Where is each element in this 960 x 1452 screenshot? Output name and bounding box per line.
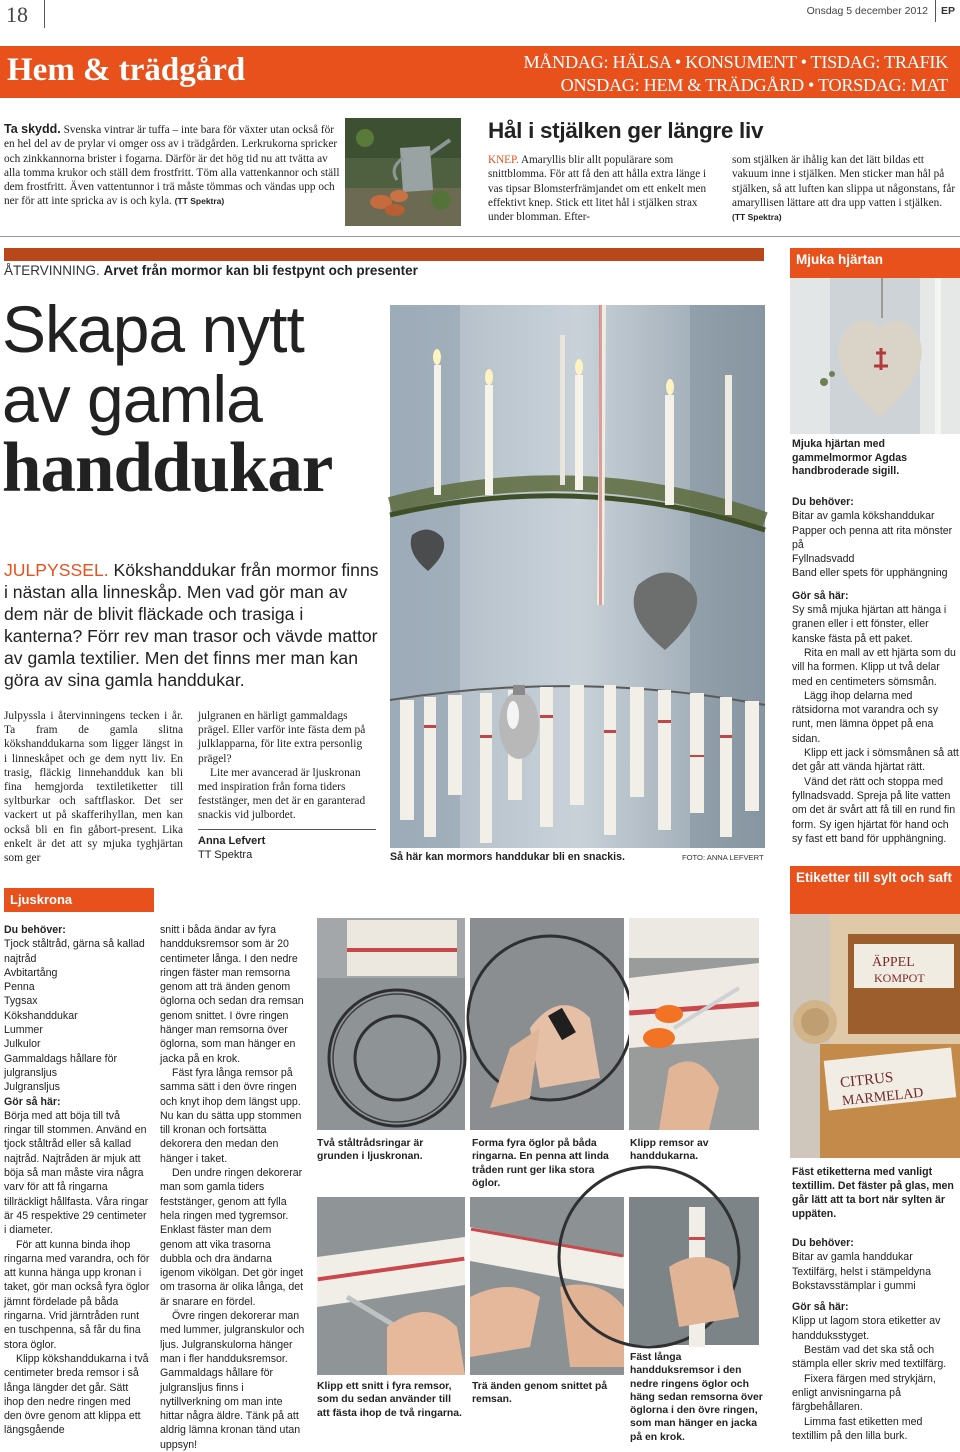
headline-line-1: Skapa nytt xyxy=(2,292,304,366)
body-col-1: Julpyssla i återvinningens tecken i år. Ta fram de gamla slitna kökshanddukarna som ligger längst in i linneskåpet och ge dem nytt liv. En trasig, fläckig linnehandduk kan bli fina hemgjorda textiletiketter till syltburkar och saftflaskor. Det ser vackert ut på skafferihyllan, men kan också bli en fin gåbort-present. Lika enkelt är det att sy mjuka tyghjärtan som ger xyxy=(4,710,183,865)
labels-step-4: Limma fast etiketten med textillim på den lilla burk. xyxy=(792,1415,923,1442)
chandelier-step-4: snitt i båda ändar av fyra handduksremsor som är 20 centimeter långa. I den nedre ringen fäster man remsorna genom att trä änden genom öglorna och sedan dra remsan genom snittet. I övre ringen hänger man remsorna över öglorna, som man hänger en jacka på en krok. xyxy=(160,924,304,1065)
step-photo-rings xyxy=(317,918,465,1130)
hearts-need-3: Fyllnadsvadd xyxy=(792,553,855,566)
step-photo-slit xyxy=(317,1197,465,1375)
chandelier-need-8: Gammaldags hållare för julgransljus xyxy=(4,1052,118,1079)
hearts-step-2: Rita en mall av ett hjärta som du vill ha formen. Klipp ut två delar med en centimeters sömsmån. xyxy=(792,646,956,688)
brief-left-credit: (TT Spektra) xyxy=(174,196,225,207)
main-photo-credit: FOTO: ANNA LEFVERT xyxy=(682,853,764,862)
byline-name: Anna Lefvert xyxy=(198,834,266,847)
chandelier-photo xyxy=(390,305,765,848)
jar-label-2: KOMPOT xyxy=(874,971,925,985)
labels-need-3: Bokstavsstämplar i gummi xyxy=(792,1279,916,1292)
hearts-need-1: Bitar av gamla kökshanddukar xyxy=(792,510,935,523)
labels-step-2: Bestäm vad det ska stå och stämpla eller skriv med textilfärg. xyxy=(792,1344,947,1371)
chandelier-step-7: Övre ringen dekorerar man med lummer, julgranskulor och ljus. Julgranskulorna hänger man i fler handduksremsor. Gammaldags hållare för julgransljus finns i nytillverkning om man inte hittar några äldre. Tänk på att aldrig lämna kronan tänd utan uppsyn! xyxy=(160,1310,305,1451)
main-photo-caption: Så här kan mormors handdukar bli en snackis. xyxy=(390,851,625,863)
hearts-instructions xyxy=(792,495,959,846)
byline-org: TT Spektra xyxy=(198,848,253,861)
body-col-2 xyxy=(198,709,380,862)
chandelier-col-1 xyxy=(4,923,150,1438)
hearts-step-5: Vänd det rätt och stoppa med fyllnadsvadd. Spreja på lite vatten om det är svårt att få till en rund fin form. Sy igen hjärtat för hand och sy fast ett band för upphängning. xyxy=(792,775,956,845)
chandelier-need-9: Julgransljus xyxy=(4,1081,60,1094)
main-kicker xyxy=(4,263,418,278)
schedule-line-2: ONSDAG: HEM & TRÄDGÅRD • TORSDAG: MAT xyxy=(560,75,948,95)
main-kicker-text: Arvet från mormor kan bli festpynt och presenter xyxy=(103,263,418,278)
hearts-how-heading: Gör så här: xyxy=(792,589,849,602)
labels-instructions xyxy=(792,1236,959,1443)
chandelier-need-3: Penna xyxy=(4,981,35,994)
labels-need-2: Textilfärg, helst i stämpeldyna xyxy=(792,1265,931,1278)
page-number: 18 xyxy=(6,2,28,27)
brief-left-lead: Ta skydd. xyxy=(4,122,61,136)
labels-caption: Fäst etiketterna med vanligt textillim. Det fäster på glas, men går lätt att ta bort när sylten är uppäten. xyxy=(792,1166,954,1220)
headline-line-2: av gamla xyxy=(2,362,262,436)
brief-left xyxy=(4,122,340,209)
chandelier-need-2: Avbitartång xyxy=(4,966,58,979)
step-caption-6: Fäst långa handduksremsor i den nedre ringens öglor och häng sedan remsorna över öglorna i den övre ringen, som man hänger en jacka på en krok. xyxy=(630,1352,763,1443)
jar-label-3: CITRUS xyxy=(839,1069,895,1092)
hearts-caption: Mjuka hjärtan med gammelmormor Agdas handbroderade sigill. xyxy=(792,438,907,478)
jar-label-4: MARMELAD xyxy=(841,1085,925,1110)
labels-how-heading: Gör så här: xyxy=(792,1301,849,1314)
labels-need-1: Bitar av gamla handdukar xyxy=(792,1251,913,1264)
labels-step-3: Fixera färgen med strykjärn, enligt anvisningarna på färgbehållaren. xyxy=(792,1372,936,1414)
hearts-step-4: Klipp ett jack i sömsmånen så att det går att vända hjärtat rätt. xyxy=(792,747,959,774)
chandelier-step-6: Den undre ringen dekorerar man som gamla tiders feststänger, genom att fylla hela ringen med tygremsor. Enklast fäster man dem genom att vika trasorna dubbla och dra ändarna igenom vikölgan. Det gör inget om trasorna är olika långa, det är snarare en fördel. xyxy=(160,1167,304,1308)
step-caption-4: Klipp ett snitt i fyra remsor, som du sedan använder till att fästa ihop de två ringarna. xyxy=(317,1381,462,1419)
header-divider xyxy=(44,0,45,28)
jar-label-1: ÄPPEL xyxy=(872,955,915,970)
chandelier-need-7: Julkulor xyxy=(4,1038,41,1051)
chandelier-step-1: Börja med att böja till två ringar till stommen. Använd en tjock ståltråd eller så kallad najtråd. Najtråden är mjuk att böja så man måste vira några varv för att få ringarna tillräckligt hållfasta. Våra ringar är 45 respektive 29 centimeter i diameter. xyxy=(4,1109,149,1237)
hearts-needs-heading: Du behöver: xyxy=(792,496,854,508)
body-col-2-p2: Lite mer avancerad är ljuskronan med inspiration från forna tiders feststänger, men det är en garanterad snackis vid julbordet. xyxy=(198,766,366,822)
brief-right-text1: Amaryllis blir allt populärare som snittblomma. För att få den att hålla extra länge i vas tipsar Blomsterfrämjandet om ett enkelt men effektivt knep. Stick ett litet hål i stjälken strax under blomman. Efter- xyxy=(488,154,707,224)
brief-left-text: Svenska vintrar är tuffa – inte bara för växter utan också för en hel del av de prylar vi omger oss av i trädgården. Lerkrukorna spricker och zinkkannorna brister i fogarna. Därför är det hög tid nu att tvätta av alla tomma krukor och ställ dem frostfritt. Töm alla vattenkannor och ställ dem frostfritt. Även vattentunnor i trä måste tömmas och vändas upp och ner för att inte spricka av is och kyla. xyxy=(4,124,340,208)
step-photo-hang xyxy=(629,1197,759,1345)
step-caption-2: Forma fyra öglor på båda ringarna. En penna att linda tråden runt ger lika stora öglor. xyxy=(472,1138,609,1189)
main-kicker-label: ÅTERVINNING. xyxy=(4,263,100,278)
step-photo-scissors xyxy=(629,918,759,1130)
brief-right-col1 xyxy=(488,153,723,224)
step-photo-thread xyxy=(470,1197,624,1375)
section-title: Hem & trädgård xyxy=(7,52,246,88)
labels-needs-heading: Du behöver: xyxy=(792,1237,854,1249)
main-kicker-bar xyxy=(4,248,764,261)
ingress-label: JULPYSSEL. xyxy=(4,560,109,580)
brief-right-headline: Hål i stjälken ger längre liv xyxy=(488,118,764,143)
hearts-tag: Mjuka hjärtan xyxy=(790,248,960,278)
chandelier-need-1: Tjock ståltråd, gärna så kallad najtråd xyxy=(4,938,145,965)
step-caption-1: Två ståltrådsringar är grunden i ljuskronan. xyxy=(317,1138,424,1163)
chandelier-need-6: Lummer xyxy=(4,1024,43,1037)
hearts-step-1: Sy små mjuka hjärtan att hänga i granen eller i ett fönster, eller kanske fästa på ett paket. xyxy=(792,604,947,645)
chandelier-step-2: För att kunna binda ihop ringarna med varandra, och för att kunna hänga upp kronan i taket, gör man också fyra öglor jämnt fördelade på båda ringarna. Vrid järntråden runt en tuschpenna, så får du fina stora öglor. xyxy=(4,1238,150,1351)
brief-right-text2: som stjälken är ihålig kan det lätt bildas ett vakuum inne i stjälken. Men sticker man hål på stjälken, så att luften kan slippa ut någonstans, får amaryllisen lättare att dra upp vatten i stjälken. xyxy=(732,154,956,209)
watering-can-photo xyxy=(345,118,461,226)
labels-tag: Etiketter till sylt och saft xyxy=(790,866,960,914)
brief-right-lead: KNEP. xyxy=(488,154,519,166)
headline-line-3: handdukar xyxy=(2,429,333,507)
chandelier-col-2 xyxy=(160,923,305,1452)
body-col-2-p1: julgranen en härligt gammaldags prägel. Eller varför inte fästa dem på julklapparna, för lite extra personlig prägel? xyxy=(198,710,366,765)
brief-right-credit: (TT Spektra) xyxy=(732,212,782,223)
jam-jar-photo xyxy=(790,914,960,1158)
step-caption-5: Trä änden genom snittet på remsan. xyxy=(472,1381,608,1406)
step-photo-loops xyxy=(470,918,624,1130)
paper-logo: EP xyxy=(941,5,956,17)
byline-rule xyxy=(198,829,376,830)
step-caption-3: Klipp remsor av handdukarna. xyxy=(630,1138,709,1163)
chandelier-need-4: Tygsax xyxy=(4,995,38,1008)
header-divider-2 xyxy=(935,0,936,22)
heart-photo xyxy=(790,278,960,434)
hearts-need-4: Band eller spets för upphängning xyxy=(792,567,948,580)
chandelier-step-3: Klipp kökshanddukarna i två centimeter breda remsor i så långa längder det går. Sätt ihop den nedre ringen med den övre genom att klippa ett längsgående xyxy=(4,1352,149,1437)
hearts-step-3: Lägg ihop delarna med rätsidorna mot varandra och sy runt, men lämna öppet på ena sidan. xyxy=(792,689,939,745)
labels-step-1: Klipp ut lagom stora etiketter av handduksstyget. xyxy=(792,1315,941,1342)
ingress-text: Kökshanddukar från mormor finns i nästan alla linneskåp. Men vad gör man av dem när de blivit fläckade och trasiga i kanterna? Förr rev man trasor och vävde mattor av gamla textilier. Men det finns mer man kan göra av sina gamla handdukar. xyxy=(4,560,379,690)
hearts-need-2: Papper och penna att rita mönster på xyxy=(792,524,953,551)
brief-right-col2 xyxy=(732,153,958,224)
schedule-line-1: MÅNDAG: HÄLSA • KONSUMENT • TISDAG: TRAFIK xyxy=(523,52,948,72)
chandelier-how-heading: Gör så här: xyxy=(4,1095,61,1108)
chandelier-needs-heading: Du behöver: xyxy=(4,924,66,936)
section-divider xyxy=(0,236,960,237)
issue-date: Onsdag 5 december 2012 xyxy=(806,5,928,17)
chandelier-tag: Ljuskrona xyxy=(4,888,154,912)
ingress xyxy=(4,559,379,691)
chandelier-need-5: Kökshanddukar xyxy=(4,1009,78,1022)
chandelier-step-5: Fäst fyra långa remsor på samma sätt i den övre ringen och knyt ihop dem längst upp. Nu kan du sätta upp stommen till kronan och fortsätta dekorera den medan den hänger i taket. xyxy=(160,1066,302,1165)
